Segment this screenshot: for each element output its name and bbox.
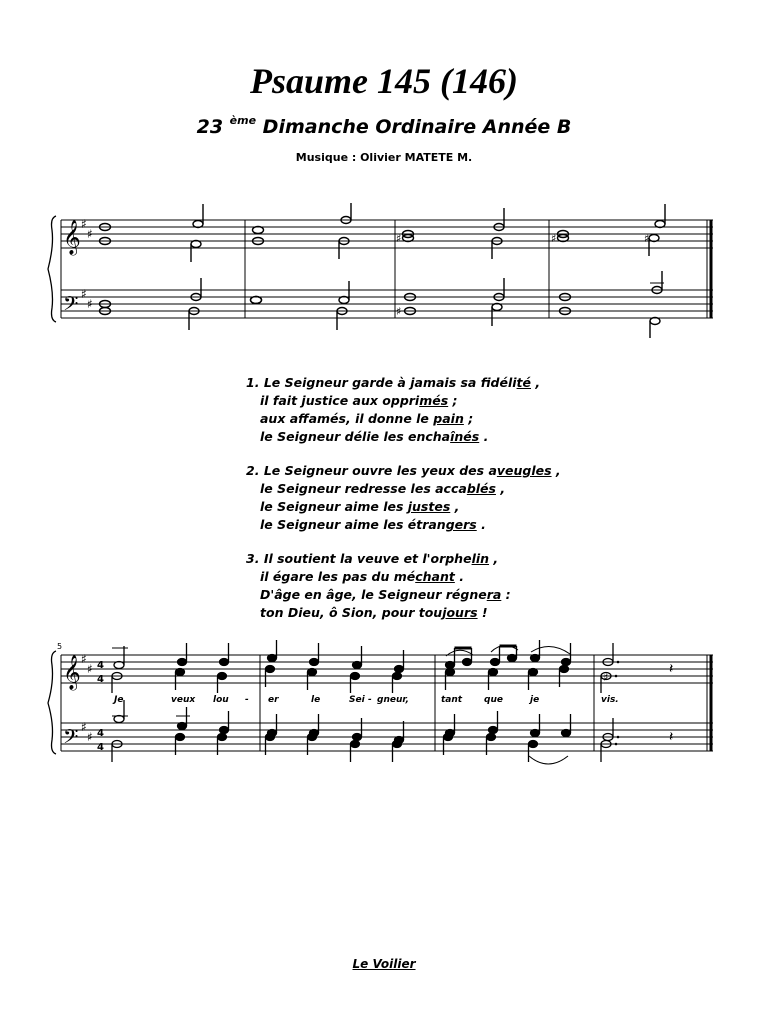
verse-line xyxy=(246,498,666,516)
eighth-note xyxy=(508,655,517,662)
verse-text: aux affamés, il donne le xyxy=(260,411,434,426)
quarter-note xyxy=(393,741,402,748)
quarter-note xyxy=(178,659,187,666)
lyric-syllable: tant xyxy=(441,695,463,705)
quarter-note xyxy=(444,734,453,741)
sharp-icon: ♯ xyxy=(81,720,87,734)
verses-block xyxy=(246,374,666,638)
lyric-hyphen: - xyxy=(245,695,249,705)
quarter-note xyxy=(268,655,277,662)
quarter-note xyxy=(562,730,571,737)
half-note xyxy=(649,235,659,242)
verse-punctuation: ; xyxy=(448,393,458,408)
verse-line xyxy=(246,480,666,498)
stanza-number: 2. xyxy=(246,463,264,478)
quarter-rest-icon: 𝄽 xyxy=(669,729,674,745)
verse-line xyxy=(246,516,666,534)
sharp-icon: ♯ xyxy=(81,217,87,231)
eighth-note xyxy=(446,662,455,669)
verse-punctuation: , xyxy=(551,463,561,478)
time-signature: 4 xyxy=(97,674,104,685)
quarter-note xyxy=(393,673,402,680)
verse-bass-staff xyxy=(61,290,713,318)
quarter-note xyxy=(395,666,404,673)
verse-text: le Seigneur aime les xyxy=(260,499,408,514)
stanza xyxy=(246,374,666,446)
bass-clef-icon: 𝄢 xyxy=(63,292,79,320)
time-signature: 4 xyxy=(97,660,104,671)
verse-text: il fait justice aux oppri xyxy=(260,393,420,408)
lyric-syllable: veux xyxy=(171,695,196,705)
quarter-note xyxy=(489,727,498,734)
eighth-note xyxy=(491,659,500,666)
page-title: Psaume 145 (146) xyxy=(250,61,518,101)
lyric-syllable: Je xyxy=(114,695,124,705)
lyric-syllable: er xyxy=(268,695,279,705)
half-note xyxy=(655,221,665,228)
treble-clef-icon: 𝄞 xyxy=(63,655,81,690)
quarter-note xyxy=(218,734,227,741)
quarter-note xyxy=(266,734,275,741)
stanza xyxy=(246,462,666,534)
verse-line xyxy=(246,568,666,586)
accented-syllable: blés xyxy=(466,481,496,496)
verse-line xyxy=(246,410,666,428)
refrain-bass-notes xyxy=(112,700,619,762)
accented-syllable: té xyxy=(516,375,531,390)
quarter-note xyxy=(308,734,317,741)
lyric-syllable: le xyxy=(311,695,321,705)
half-note xyxy=(650,318,660,325)
lyric-syllable: gneur, xyxy=(377,695,409,705)
quarter-note xyxy=(353,662,362,669)
verse-text: il égare les pas du mé xyxy=(260,569,416,584)
verse-punctuation: ; xyxy=(463,411,474,426)
system-brace xyxy=(48,651,56,754)
verse-punctuation: , xyxy=(495,481,506,496)
verse-punctuation: . xyxy=(479,429,489,444)
accented-syllable: justes xyxy=(407,499,451,514)
sharp-icon: ♯ xyxy=(396,232,402,245)
subtitle-text: Dimanche Ordinaire Année B xyxy=(256,116,572,138)
verse-text: Il soutient la veuve et l'orphe xyxy=(263,551,472,566)
verse-line xyxy=(246,604,666,622)
quarter-note xyxy=(487,734,496,741)
subtitle-superscript: ème xyxy=(229,114,257,127)
refrain-lyrics xyxy=(112,695,619,705)
half-note xyxy=(114,716,124,723)
refrain-treble-notes xyxy=(112,640,619,693)
verse-punctuation: , xyxy=(489,551,499,566)
quarter-note xyxy=(351,741,360,748)
eighth-note xyxy=(463,659,472,666)
verse-psalm-tone-system xyxy=(48,216,713,322)
time-signature: 4 xyxy=(97,728,104,739)
quarter-note xyxy=(562,659,571,666)
verse-punctuation: , xyxy=(531,375,541,390)
half-note xyxy=(114,662,124,669)
verse-punctuation: : xyxy=(501,587,511,602)
verse-punctuation: . xyxy=(476,517,486,532)
accented-syllable: pain xyxy=(433,411,464,426)
verse-line xyxy=(246,550,666,568)
quarter-note xyxy=(531,730,540,737)
quarter-note xyxy=(353,734,362,741)
quarter-note xyxy=(310,659,319,666)
lyric-syllable: lou xyxy=(213,695,229,705)
subtitle-number: 23 xyxy=(196,116,224,138)
verse-text: ton Dieu, ô Sion, pour tou xyxy=(260,605,443,620)
ledger-lines xyxy=(402,283,664,290)
verse-text: le Seigneur délie les encha xyxy=(260,429,451,444)
half-note xyxy=(339,297,349,304)
treble-clef-icon: 𝄞 xyxy=(63,220,81,255)
stanza-number: 3. xyxy=(246,551,264,566)
sharp-icon: ♯ xyxy=(603,671,609,684)
sharp-icon: ♯ xyxy=(87,730,93,744)
half-note xyxy=(492,304,502,311)
verse-line xyxy=(246,428,666,446)
verse-line xyxy=(246,374,666,392)
composer-credit: Musique : Olivier MATETE M. xyxy=(295,151,473,164)
verse-punctuation: ! xyxy=(477,605,488,620)
accented-syllable: ra xyxy=(486,587,502,602)
sharp-icon: ♯ xyxy=(87,297,93,311)
quarter-note xyxy=(176,734,185,741)
lyric-syllable: Sei xyxy=(349,695,365,705)
verse-text: D'âge en âge, le Seigneur régne xyxy=(260,587,487,602)
verse-text: Le Seigneur garde à jamais sa fidéli xyxy=(263,375,517,390)
verse-line xyxy=(246,586,666,604)
verse-line xyxy=(246,462,666,480)
sharp-icon: ♯ xyxy=(551,232,557,245)
whole-note xyxy=(251,297,262,304)
quarter-note xyxy=(531,655,540,662)
quarter-note xyxy=(308,669,317,676)
system-brace xyxy=(48,216,56,322)
verse-treble-staff xyxy=(61,220,713,248)
quarter-note xyxy=(351,673,360,680)
quarter-note xyxy=(218,673,227,680)
sharp-icon: ♯ xyxy=(87,227,93,241)
verse-punctuation: . xyxy=(454,569,464,584)
accented-syllable: chant xyxy=(415,569,455,584)
bass-clef-icon: 𝄢 xyxy=(63,725,79,753)
quarter-note xyxy=(529,669,538,676)
sharp-icon: ♯ xyxy=(87,662,93,676)
quarter-rest-icon: 𝄽 xyxy=(669,661,674,677)
half-note xyxy=(191,241,201,248)
quarter-note xyxy=(529,741,538,748)
quarter-note xyxy=(560,666,569,673)
verse-text: le Seigneur redresse les acca xyxy=(260,481,467,496)
half-note xyxy=(193,221,203,228)
time-signature: 4 xyxy=(97,742,104,753)
lyric-syllable: que xyxy=(484,695,503,705)
accented-syllable: jours xyxy=(442,605,478,620)
stanza-number: 1. xyxy=(246,375,264,390)
quarter-note xyxy=(220,659,229,666)
lyric-hyphen: - xyxy=(368,695,372,705)
quarter-note xyxy=(176,669,185,676)
sharp-icon: ♯ xyxy=(396,305,402,318)
accented-syllable: veugles xyxy=(496,463,552,478)
accented-syllable: gers xyxy=(445,517,477,532)
quarter-note xyxy=(266,666,275,673)
sharp-icon: ♯ xyxy=(644,232,650,245)
verse-punctuation: , xyxy=(450,499,460,514)
lyric-syllable: vis. xyxy=(601,695,619,705)
verse-text: le Seigneur aime les étran xyxy=(260,517,446,532)
accented-syllable: lin xyxy=(471,551,490,566)
quarter-note xyxy=(446,669,455,676)
accented-syllable: més xyxy=(419,393,449,408)
verse-line xyxy=(246,392,666,410)
stanza xyxy=(246,550,666,622)
refrain-treble-staff xyxy=(61,655,713,683)
accented-syllable: înés xyxy=(450,429,480,444)
sharp-icon: ♯ xyxy=(81,652,87,666)
lyric-syllable: je xyxy=(530,695,540,705)
measure-number: 5 xyxy=(57,642,63,651)
quarter-note xyxy=(489,669,498,676)
quarter-note xyxy=(178,723,187,730)
sharp-icon: ♯ xyxy=(81,287,87,301)
footer-publisher: Le Voilier xyxy=(352,957,416,971)
verse-text: Le Seigneur ouvre les yeux des a xyxy=(263,463,497,478)
quarter-note xyxy=(220,727,229,734)
whole-note xyxy=(253,227,264,234)
refrain-bass-staff xyxy=(61,723,713,751)
